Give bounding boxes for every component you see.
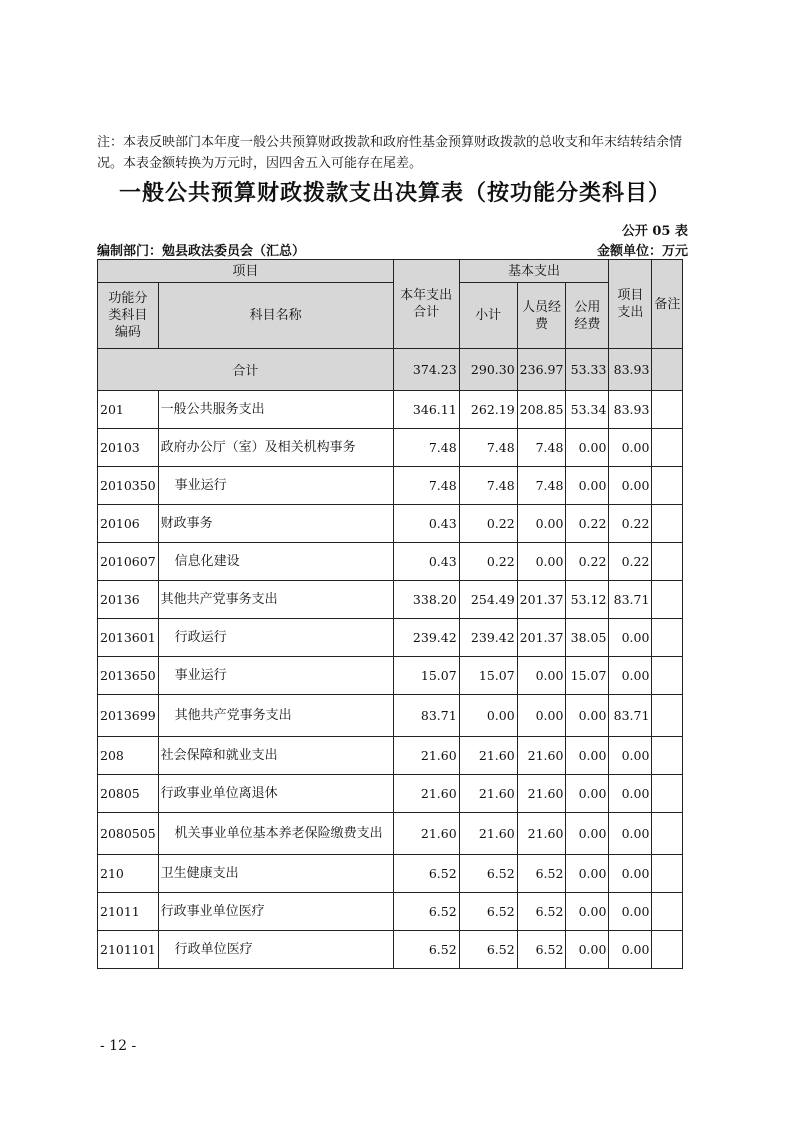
table-note: 注：本表反映部门本年度一般公共预算财政拨款和政府性基金预算财政拨款的总收支和年末结转结余情况。本表金额转换为万元时，因四舍五入可能存在尾差。 <box>97 135 683 171</box>
row-code: 2013699 <box>98 695 159 737</box>
row-annual: 83.71 <box>393 695 459 737</box>
total-subtotal: 290.30 <box>459 349 517 391</box>
row-code: 2080505 <box>98 813 159 855</box>
table-row <box>98 695 683 737</box>
header-project: 项目支出 <box>609 260 652 349</box>
total-personnel: 236.97 <box>517 349 566 391</box>
row-name: 卫生健康支出 <box>158 855 393 893</box>
row-subtotal: 254.49 <box>459 581 517 619</box>
row-name: 其他共产党事务支出 <box>158 695 393 737</box>
row-name: 行政事业单位医疗 <box>158 893 393 931</box>
row-personnel: 7.48 <box>517 467 566 505</box>
row-public: 0.00 <box>566 775 609 813</box>
header-item: 项目 <box>98 260 394 283</box>
total-public: 53.33 <box>566 349 609 391</box>
header-func-code: 功能分类科目编码 <box>98 283 159 349</box>
table-row <box>98 737 683 775</box>
row-code: 208 <box>98 737 159 775</box>
header-personnel: 人员经费 <box>517 283 566 349</box>
row-subtotal: 7.48 <box>459 467 517 505</box>
header-basic: 基本支出 <box>459 260 609 283</box>
row-annual: 239.42 <box>393 619 459 657</box>
row-personnel: 208.85 <box>517 391 566 429</box>
row-subtotal: 21.60 <box>459 775 517 813</box>
table-row <box>98 893 683 931</box>
row-name: 行政事业单位离退休 <box>158 775 393 813</box>
row-remark <box>652 775 683 813</box>
total-row <box>98 349 683 391</box>
table-row <box>98 505 683 543</box>
row-annual: 0.43 <box>393 505 459 543</box>
header-subject-name: 科目名称 <box>158 283 393 349</box>
row-public: 0.00 <box>566 855 609 893</box>
row-annual: 346.11 <box>393 391 459 429</box>
header-subtotal: 小计 <box>459 283 517 349</box>
row-name: 政府办公厅（室）及相关机构事务 <box>158 429 393 467</box>
row-code: 2101101 <box>98 931 159 969</box>
table-row <box>98 391 683 429</box>
table-row <box>98 855 683 893</box>
total-annual: 374.23 <box>393 349 459 391</box>
row-project: 83.71 <box>609 581 652 619</box>
row-public: 0.00 <box>566 893 609 931</box>
unit-label: 金额单位：万元 <box>596 244 688 259</box>
row-subtotal: 15.07 <box>459 657 517 695</box>
row-code: 2013650 <box>98 657 159 695</box>
row-project: 0.00 <box>609 467 652 505</box>
row-name: 一般公共服务支出 <box>158 391 393 429</box>
row-public: 0.00 <box>566 813 609 855</box>
row-remark <box>652 391 683 429</box>
row-code: 2013601 <box>98 619 159 657</box>
row-code: 201 <box>98 391 159 429</box>
row-project: 0.00 <box>609 429 652 467</box>
row-public: 0.22 <box>566 543 609 581</box>
row-remark <box>652 657 683 695</box>
row-remark <box>652 581 683 619</box>
row-annual: 7.48 <box>393 429 459 467</box>
row-personnel: 6.52 <box>517 893 566 931</box>
row-personnel: 0.00 <box>517 657 566 695</box>
department-label: 编制部门：勉县政法委员会（汇总） <box>97 244 306 259</box>
row-subtotal: 6.52 <box>459 855 517 893</box>
row-code: 20103 <box>98 429 159 467</box>
row-name: 行政运行 <box>158 619 393 657</box>
table-row <box>98 429 683 467</box>
row-project: 0.00 <box>609 619 652 657</box>
table-row <box>98 581 683 619</box>
row-project: 83.93 <box>609 391 652 429</box>
row-annual: 6.52 <box>393 931 459 969</box>
row-subtotal: 6.52 <box>459 931 517 969</box>
row-annual: 6.52 <box>393 893 459 931</box>
row-public: 0.00 <box>566 467 609 505</box>
row-project: 83.71 <box>609 695 652 737</box>
header-remark: 备注 <box>652 260 683 349</box>
row-public: 0.00 <box>566 429 609 467</box>
row-personnel: 7.48 <box>517 429 566 467</box>
row-subtotal: 262.19 <box>459 391 517 429</box>
row-remark <box>652 467 683 505</box>
row-name: 事业运行 <box>158 657 393 695</box>
row-personnel: 6.52 <box>517 855 566 893</box>
row-personnel: 0.00 <box>517 505 566 543</box>
row-project: 0.00 <box>609 737 652 775</box>
row-public: 53.12 <box>566 581 609 619</box>
row-code: 20106 <box>98 505 159 543</box>
row-name: 其他共产党事务支出 <box>158 581 393 619</box>
row-annual: 21.60 <box>393 775 459 813</box>
row-remark <box>652 695 683 737</box>
row-annual: 338.20 <box>393 581 459 619</box>
row-code: 20136 <box>98 581 159 619</box>
table-row <box>98 619 683 657</box>
row-code: 210 <box>98 855 159 893</box>
row-project: 0.00 <box>609 657 652 695</box>
row-remark <box>652 737 683 775</box>
row-remark <box>652 619 683 657</box>
row-subtotal: 0.00 <box>459 695 517 737</box>
row-project: 0.22 <box>609 505 652 543</box>
row-project: 0.22 <box>609 543 652 581</box>
row-public: 0.00 <box>566 695 609 737</box>
row-code: 2010350 <box>98 467 159 505</box>
row-code: 2010607 <box>98 543 159 581</box>
row-annual: 21.60 <box>393 737 459 775</box>
expenditure-table <box>97 259 683 969</box>
row-annual: 15.07 <box>393 657 459 695</box>
row-remark <box>652 893 683 931</box>
row-subtotal: 239.42 <box>459 619 517 657</box>
row-public: 0.00 <box>566 737 609 775</box>
row-subtotal: 0.22 <box>459 505 517 543</box>
row-project: 0.00 <box>609 893 652 931</box>
row-name: 财政事务 <box>158 505 393 543</box>
row-personnel: 201.37 <box>517 619 566 657</box>
row-name: 信息化建设 <box>158 543 393 581</box>
row-remark <box>652 505 683 543</box>
table-row <box>98 775 683 813</box>
row-subtotal: 21.60 <box>459 737 517 775</box>
row-project: 0.00 <box>609 813 652 855</box>
row-project: 0.00 <box>609 931 652 969</box>
row-subtotal: 0.22 <box>459 543 517 581</box>
row-subtotal: 7.48 <box>459 429 517 467</box>
table-row <box>98 467 683 505</box>
row-code: 21011 <box>98 893 159 931</box>
row-project: 0.00 <box>609 775 652 813</box>
table-row <box>98 657 683 695</box>
row-remark <box>652 429 683 467</box>
row-name: 机关事业单位基本养老保险缴费支出 <box>158 813 393 855</box>
row-annual: 21.60 <box>393 813 459 855</box>
row-remark <box>652 543 683 581</box>
row-subtotal: 6.52 <box>459 893 517 931</box>
row-personnel: 21.60 <box>517 813 566 855</box>
row-personnel: 21.60 <box>517 737 566 775</box>
table-row <box>98 543 683 581</box>
row-annual: 7.48 <box>393 467 459 505</box>
row-remark <box>652 813 683 855</box>
page-title: 一般公共预算财政拨款支出决算表（按功能分类科目） <box>118 180 671 206</box>
table-row <box>98 931 683 969</box>
row-personnel: 6.52 <box>517 931 566 969</box>
row-personnel: 21.60 <box>517 775 566 813</box>
row-personnel: 0.00 <box>517 543 566 581</box>
row-name: 事业运行 <box>158 467 393 505</box>
row-personnel: 201.37 <box>517 581 566 619</box>
row-personnel: 0.00 <box>517 695 566 737</box>
row-remark <box>652 855 683 893</box>
total-remark <box>652 349 683 391</box>
total-label: 合计 <box>98 349 394 391</box>
table-code: 公开 05 表 <box>621 224 688 239</box>
row-subtotal: 21.60 <box>459 813 517 855</box>
total-project: 83.93 <box>609 349 652 391</box>
row-name: 社会保障和就业支出 <box>158 737 393 775</box>
row-public: 38.05 <box>566 619 609 657</box>
row-public: 0.00 <box>566 931 609 969</box>
row-name: 行政单位医疗 <box>158 931 393 969</box>
row-public: 53.34 <box>566 391 609 429</box>
row-project: 0.00 <box>609 855 652 893</box>
row-public: 0.22 <box>566 505 609 543</box>
page-number: - 12 - <box>100 1038 137 1054</box>
table-row <box>98 813 683 855</box>
row-public: 15.07 <box>566 657 609 695</box>
row-code: 20805 <box>98 775 159 813</box>
row-annual: 0.43 <box>393 543 459 581</box>
row-annual: 6.52 <box>393 855 459 893</box>
header-annual-total: 本年支出合计 <box>393 260 459 349</box>
row-remark <box>652 931 683 969</box>
header-public: 公用经费 <box>566 283 609 349</box>
